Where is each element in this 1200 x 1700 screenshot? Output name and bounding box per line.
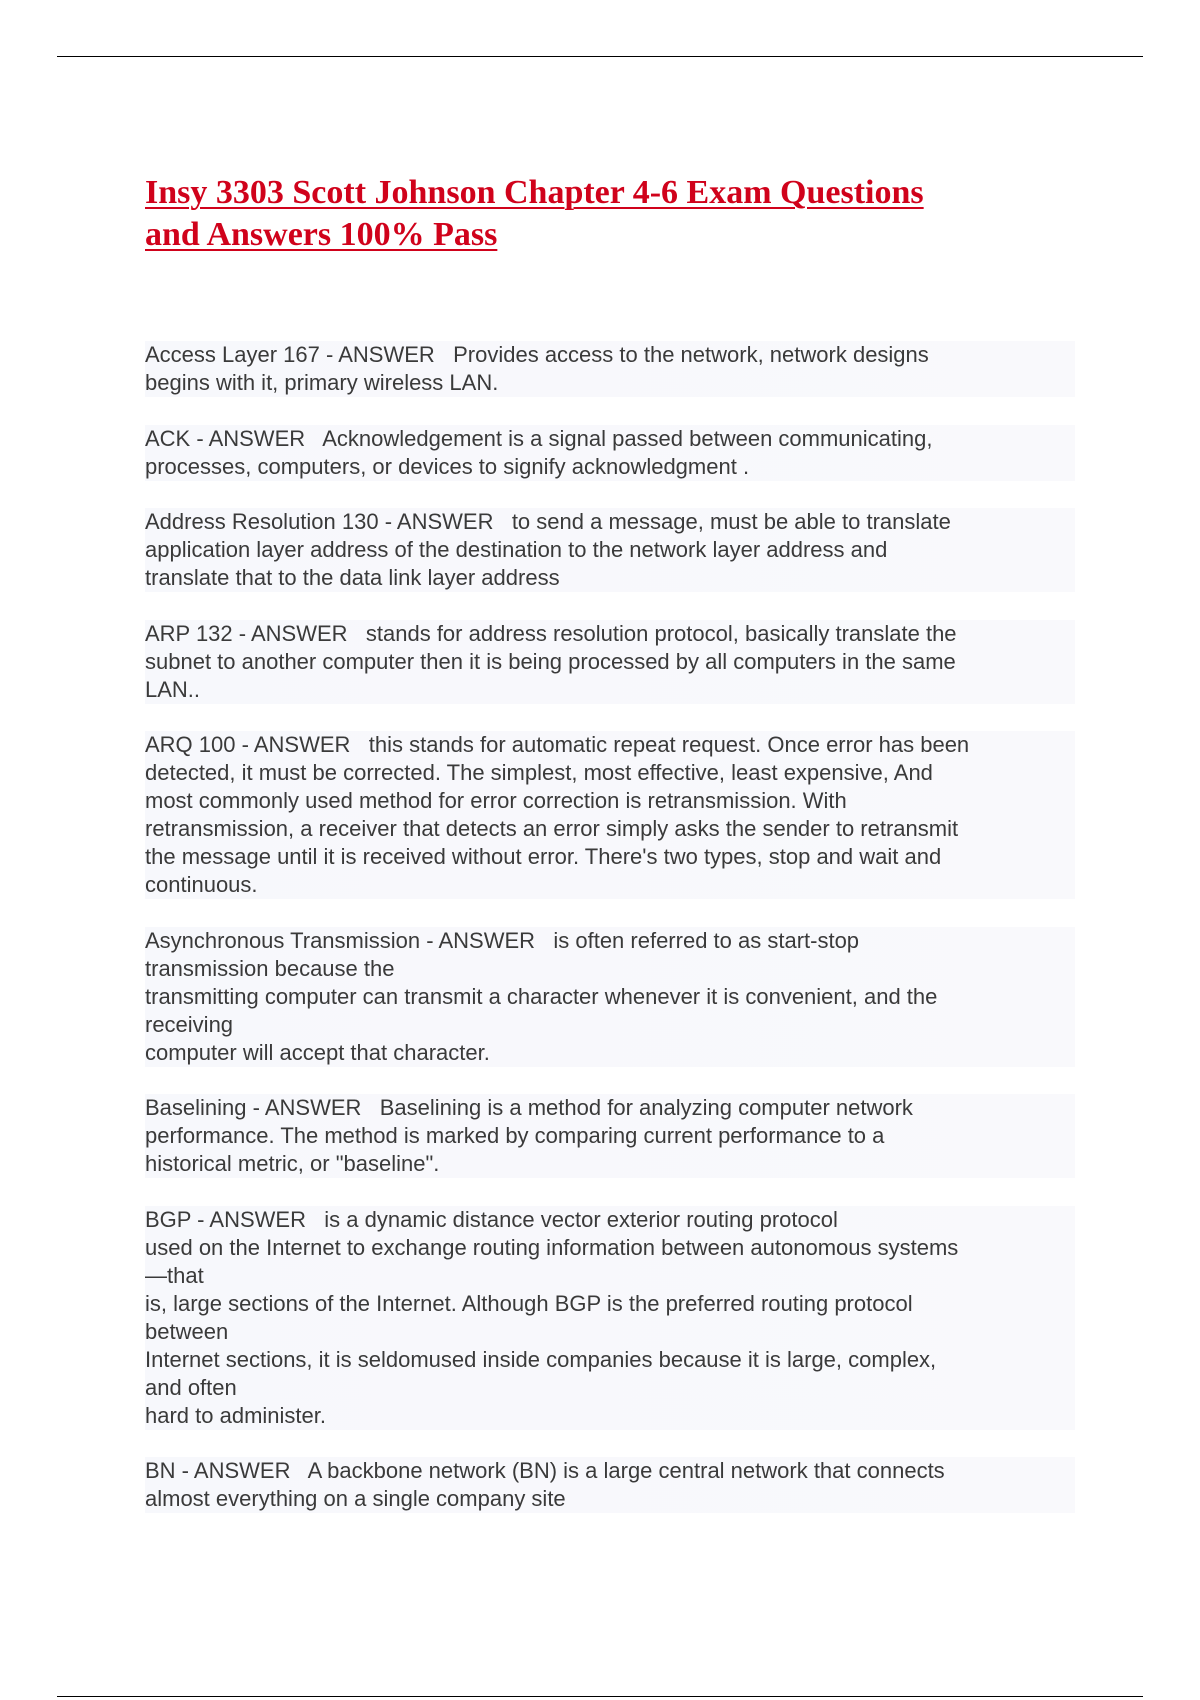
entry-line: Baselining - ANSWER Baselining is a method for analyzing computer network [145, 1095, 913, 1120]
entry-line: historical metric, or "baseline". [145, 1151, 440, 1176]
entry-line: BGP - ANSWER is a dynamic distance vector exterior routing protocol [145, 1206, 838, 1232]
entry-line: translate that to the data link layer address [145, 565, 560, 590]
entry-line: ARQ 100 - ANSWER this stands for automatic repeat request. Once error has been [145, 732, 970, 757]
entry-line: —that [145, 1262, 204, 1288]
entry-line: application layer address of the destination to the network layer address and [145, 537, 888, 562]
entry-line: transmission because the [145, 955, 395, 981]
qa-entry-asynchronous-transmission [145, 927, 1075, 1067]
qa-entry-baselining [145, 1094, 1075, 1178]
entry-line: performance. The method is marked by comparing current performance to a [145, 1123, 885, 1148]
entry-line: processes, computers, or devices to signify acknowledgment . [145, 453, 750, 479]
entry-line: is, large sections of the Internet. Although BGP is the preferred routing protocol [145, 1290, 913, 1316]
entry-line: Internet sections, it is seldomused inside companies because it is large, complex, [145, 1346, 937, 1372]
qa-entry-access-layer [145, 341, 1075, 397]
title-line: and Answers 100% Pass [145, 216, 498, 253]
top-rule [57, 56, 1143, 57]
entry-line: Access Layer 167 - ANSWER Provides access to the network, network designs [145, 342, 929, 367]
entry-line: begins with it, primary wireless LAN. [145, 370, 499, 395]
entry-line: subnet to another computer then it is being processed by all computers in the same [145, 648, 956, 674]
document-title [145, 172, 1045, 256]
entry-line: Address Resolution 130 - ANSWER to send a message, must be able to translate [145, 509, 951, 534]
entry-line: ARP 132 - ANSWER stands for address resolution protocol, basically translate the [145, 620, 957, 646]
entry-line: continuous. [145, 872, 258, 897]
bottom-rule [57, 1696, 1143, 1697]
entry-line: retransmission, a receiver that detects an error simply asks the sender to retransmit [145, 816, 959, 841]
entry-line: hard to administer. [145, 1402, 326, 1428]
entry-line: BN - ANSWER A backbone network (BN) is a large central network that connects [145, 1458, 945, 1483]
title-line: Insy 3303 Scott Johnson Chapter 4-6 Exam Questions [145, 174, 924, 211]
qa-list [145, 341, 1075, 1541]
qa-entry-bn [145, 1457, 1075, 1513]
entry-line: receiving [145, 1011, 234, 1037]
qa-entry-bgp [145, 1206, 1075, 1430]
qa-entry-arq [145, 731, 1075, 899]
qa-entry-ack [145, 425, 1075, 481]
entry-line: used on the Internet to exchange routing information between autonomous systems [145, 1234, 959, 1260]
entry-line: ACK - ANSWER Acknowledgement is a signal passed between communicating, [145, 425, 933, 451]
entry-line: Asynchronous Transmission - ANSWER is often referred to as start-stop [145, 927, 860, 953]
entry-line: LAN.. [145, 676, 201, 702]
qa-entry-address-resolution [145, 508, 1075, 592]
entry-line: most commonly used method for error correction is retransmission. With [145, 788, 847, 813]
entry-line: transmitting computer can transmit a character whenever it is convenient, and the [145, 983, 938, 1009]
entry-line: detected, it must be corrected. The simplest, most effective, least expensive, And [145, 760, 933, 785]
entry-line: the message until it is received without error. There's two types, stop and wait and [145, 844, 942, 869]
entry-line: and often [145, 1374, 237, 1400]
qa-entry-arp [145, 620, 1075, 704]
entry-line: computer will accept that character. [145, 1039, 490, 1065]
entry-line: between [145, 1318, 229, 1344]
entry-line: almost everything on a single company site [145, 1486, 566, 1511]
